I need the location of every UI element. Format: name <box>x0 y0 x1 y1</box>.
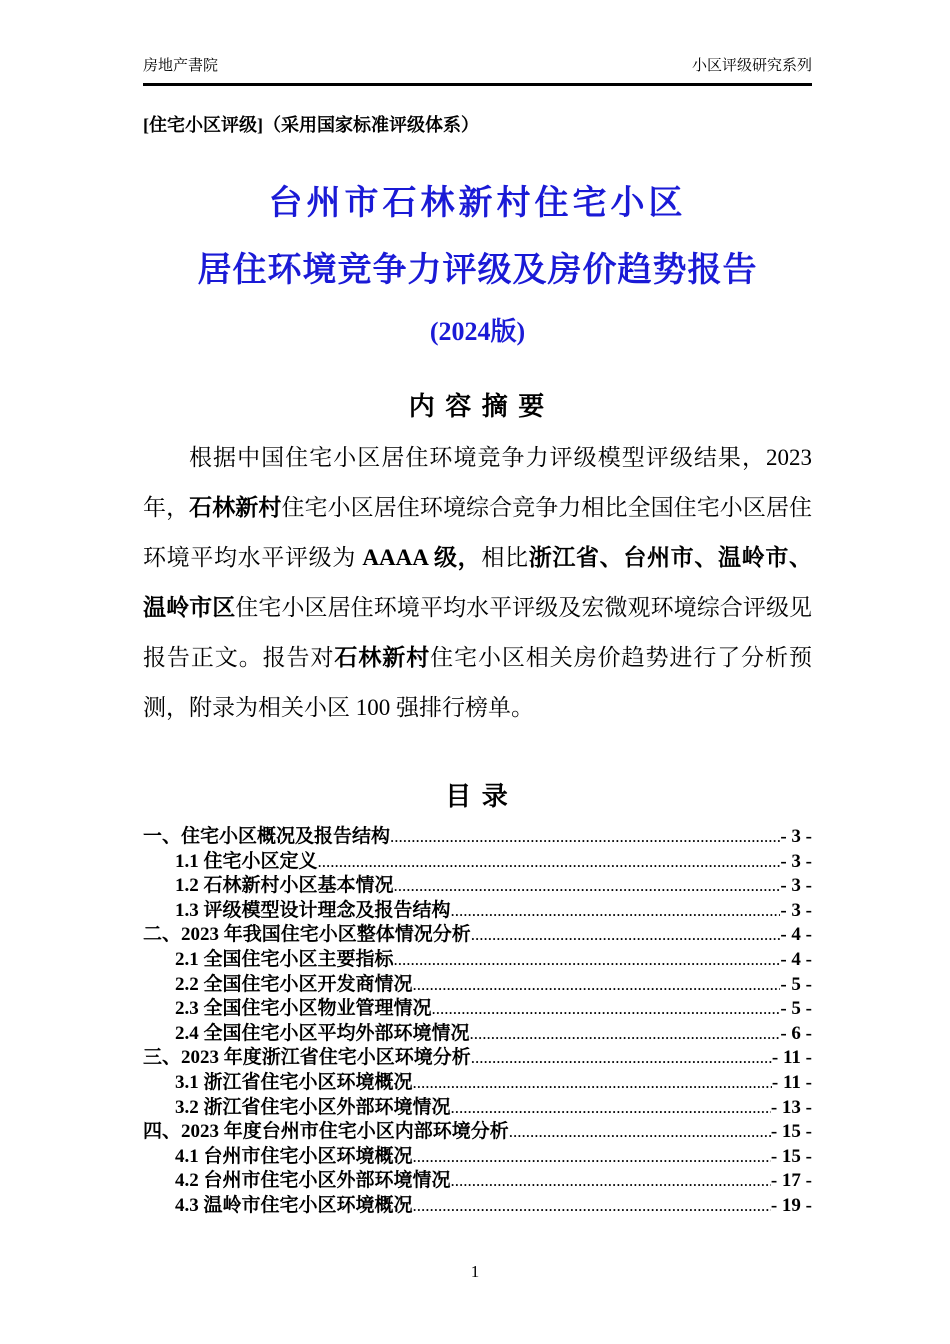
report-title-line2: 居住环境竞争力评级及房价趋势报告 <box>197 252 758 289</box>
toc-entry-page: - 11 - <box>771 1047 812 1069</box>
toc-leader-dots <box>413 1145 771 1170</box>
toc-entry-label: 四、2023 年度台州市住宅小区内部环境分析 <box>143 1121 509 1143</box>
toc-entry[interactable] <box>143 1145 812 1170</box>
toc-entry-label: 三、2023 年度浙江省住宅小区环境分析 <box>143 1047 471 1069</box>
toc-leader-dots <box>394 948 781 973</box>
toc-entry[interactable] <box>143 923 812 948</box>
toc-entry[interactable] <box>143 825 812 850</box>
abstract-text-segment: 石林新村 <box>189 495 282 520</box>
toc-entry-label: 3.2 浙江省住宅小区外部环境情况 <box>175 1096 451 1118</box>
toc-entry-label: 2.1 全国住宅小区主要指标 <box>175 948 394 970</box>
toc-entry-page: - 13 - <box>770 1096 812 1118</box>
toc-entry-label: 1.1 住宅小区定义 <box>175 850 318 872</box>
toc-entry-page: - 17 - <box>770 1170 812 1192</box>
toc-leader-dots <box>471 923 781 948</box>
toc-entry-page: - 3 - <box>780 899 812 921</box>
toc-entry-label: 4.2 台州市住宅小区外部环境情况 <box>175 1170 451 1192</box>
toc-entry[interactable] <box>143 1169 812 1194</box>
abstract-text-segment: 石林新村 <box>334 645 431 670</box>
toc-entry-page: - 15 - <box>770 1121 812 1143</box>
toc-leader-dots <box>394 874 781 899</box>
toc-leader-dots <box>509 1120 771 1145</box>
toc-entry-label: 2.2 全国住宅小区开发商情况 <box>175 973 413 995</box>
abstract-text-segment: 相比 <box>481 545 529 570</box>
abstract-paragraph <box>143 433 812 733</box>
toc-entry-page: - 11 - <box>771 1071 812 1093</box>
toc-entry-label: 一、住宅小区概况及报告结构 <box>143 826 391 847</box>
abstract-text-segment: 根据中国住宅小区居住环境竞争力评级模型评级结果，2023 年， <box>143 445 812 520</box>
toc-list <box>143 825 812 1219</box>
abstract-text-segment: AAAA 级， <box>362 545 482 570</box>
toc-leader-dots <box>451 1169 771 1194</box>
toc-leader-dots <box>413 1194 771 1219</box>
toc-leader-dots <box>390 825 780 850</box>
toc-entry-page: - 3 - <box>780 875 812 897</box>
toc-entry[interactable] <box>143 850 812 875</box>
page-number: 1 <box>470 1262 480 1281</box>
toc-entry[interactable] <box>143 1194 812 1219</box>
abstract-text-segment: 浙江省、台州市、温岭市、温岭市区 <box>143 545 813 620</box>
report-title-block <box>143 182 812 349</box>
abstract-text-segment: 住宅小区居住环境平均水平评级及宏微观环境综合评级见报告正文。报告对 <box>143 595 813 670</box>
toc-entry[interactable] <box>143 874 812 899</box>
toc-entry-label: 1.2 石林新村小区基本情况 <box>175 875 394 897</box>
toc-leader-dots <box>413 1071 772 1096</box>
toc-entry-label: 2.3 全国住宅小区物业管理情况 <box>175 998 432 1020</box>
toc-entry-page: - 4 - <box>780 924 812 946</box>
toc-entry[interactable] <box>143 1046 812 1071</box>
toc-entry[interactable] <box>143 1022 812 1047</box>
toc-entry[interactable] <box>143 1096 812 1121</box>
toc-entry-label: 1.3 评级模型设计理念及报告结构 <box>175 899 451 921</box>
toc-entry-label: 3.1 浙江省住宅小区环境概况 <box>175 1071 413 1093</box>
page-header <box>143 56 812 86</box>
toc-entry-label: 4.1 台州市住宅小区环境概况 <box>175 1145 413 1167</box>
toc-entry[interactable] <box>143 1120 812 1145</box>
toc-entry-page: - 19 - <box>770 1194 812 1216</box>
report-title-line1: 台州市石林新村住宅小区 <box>268 185 687 222</box>
toc-entry-page: - 15 - <box>770 1145 812 1167</box>
toc-leader-dots <box>451 899 781 924</box>
toc-entry[interactable] <box>143 899 812 924</box>
header-right-text: 小区评级研究系列 <box>691 58 812 74</box>
toc-entry[interactable] <box>143 948 812 973</box>
toc-entry-page: - 4 - <box>780 948 812 970</box>
toc-entry[interactable] <box>143 997 812 1022</box>
toc-entry[interactable] <box>143 1071 812 1096</box>
toc-entry-page: - 5 - <box>780 998 812 1020</box>
toc-leader-dots <box>470 1022 781 1047</box>
header-left-text: 房地产書院 <box>143 58 219 74</box>
toc-leader-dots <box>451 1096 771 1121</box>
doc-type-label: [住宅小区评级]（采用国家标准评级体系） <box>143 115 479 135</box>
toc-entry-label: 4.3 温岭市住宅小区环境概况 <box>175 1194 413 1216</box>
toc-entry-page: - 3 - <box>780 826 812 847</box>
toc-entry-label: 2.4 全国住宅小区平均外部环境情况 <box>175 1022 470 1044</box>
toc-leader-dots <box>471 1046 772 1071</box>
toc-entry[interactable] <box>143 973 812 998</box>
report-version: (2024版) <box>429 317 526 346</box>
toc-leader-dots <box>432 997 781 1022</box>
toc-entry-page: - 6 - <box>780 1022 812 1044</box>
toc-entry-page: - 3 - <box>780 850 812 872</box>
abstract-text-segment: 住宅小区居住环境综合竞争力相比全国住宅小区居住环境平均水平评级为 <box>143 495 813 570</box>
toc-entry-page: - 5 - <box>780 973 812 995</box>
abstract-text-segment: 住宅小区相关房价趋势进行了分析预测，附录为相关小区 100 强排行榜单。 <box>143 645 813 720</box>
toc-leader-dots <box>318 850 781 875</box>
toc-heading: 目 录 <box>445 782 510 811</box>
toc-leader-dots <box>413 973 781 998</box>
toc-entry-label: 二、2023 年我国住宅小区整体情况分析 <box>143 924 471 946</box>
abstract-heading: 内 容 摘 要 <box>408 392 547 421</box>
